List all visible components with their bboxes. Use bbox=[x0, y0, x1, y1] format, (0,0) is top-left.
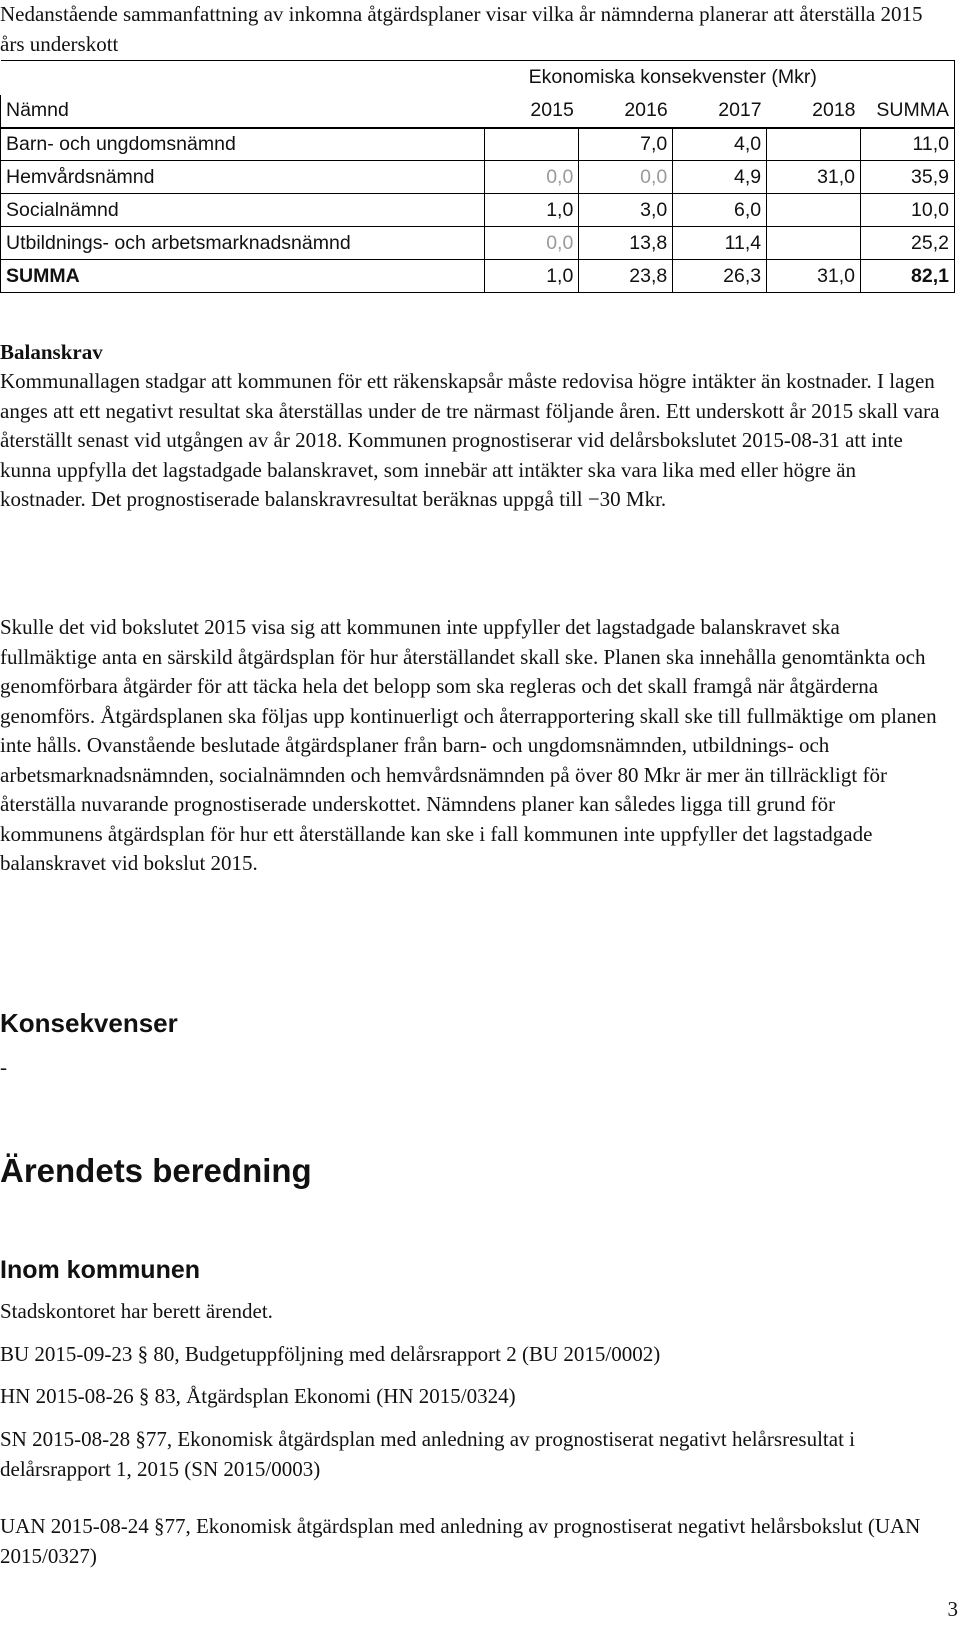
table-cell: 6,0 bbox=[673, 194, 767, 227]
table-cell: 10,0 bbox=[861, 194, 955, 227]
table-cell: 1,0 bbox=[485, 194, 579, 227]
row-name: Utbildnings- och arbetsmarknadsnämnd bbox=[1, 227, 485, 260]
table-row bbox=[1, 161, 955, 194]
reference-item: UAN 2015-08-24 §77, Ekonomisk åtgärdsplan med anledning av prognostiserat negativt helårsbokslut (UAN 2015/0327) bbox=[0, 1514, 921, 1568]
table-row bbox=[1, 227, 955, 260]
table-row bbox=[1, 128, 955, 161]
column-header-2016: 2016 bbox=[579, 95, 673, 128]
column-header-2017: 2017 bbox=[673, 95, 767, 128]
column-header-2015: 2015 bbox=[485, 95, 579, 128]
table-cell: 26,3 bbox=[673, 260, 767, 293]
table-cell: 31,0 bbox=[767, 260, 861, 293]
table-corner bbox=[1, 61, 485, 95]
table-cell: 11,0 bbox=[861, 128, 955, 161]
balanskrav-heading: Balanskrav bbox=[0, 340, 103, 364]
action-plan-table bbox=[0, 60, 955, 293]
row-name: Hemvårdsnämnd bbox=[1, 161, 485, 194]
row-name: Socialnämnd bbox=[1, 194, 485, 227]
konsekvenser-text: - bbox=[0, 1055, 7, 1079]
table-cell-total: 82,1 bbox=[861, 260, 955, 293]
table-cell: 23,8 bbox=[579, 260, 673, 293]
table-cell: 0,0 bbox=[485, 227, 579, 260]
table-cell bbox=[767, 128, 861, 161]
table-cell bbox=[767, 227, 861, 260]
table-cell bbox=[485, 128, 579, 161]
table-cell: 7,0 bbox=[579, 128, 673, 161]
reference-item: HN 2015-08-26 § 83, Åtgärdsplan Ekonomi (HN 2015/0324) bbox=[0, 1384, 516, 1408]
table-cell: 31,0 bbox=[767, 161, 861, 194]
table-cell bbox=[767, 194, 861, 227]
column-header-2018: 2018 bbox=[767, 95, 861, 128]
table-cell: 0,0 bbox=[485, 161, 579, 194]
intro-paragraph: Nedanstående sammanfattning av inkomna åtgärdsplaner visar vilka år nämnderna planerar att återställa 2015 års underskott bbox=[0, 2, 923, 56]
atgardsplan-paragraph: Skulle det vid bokslutet 2015 visa sig att kommunen inte uppfyller det lagstadgade balanskravet ska fullmäktige anta en särskild åtgärdsplan för hur återställandet skall ske. Planen ska innehålla genomtänkta och genomförbara åtgärder för att täcka hela det belopp som ska regleras och det skall framgå när åtgärderna genomförs. Åtgärdsplanen ska följas upp kontinuerligt och återrapportering skall ske till fullmäktige om planen inte hålls. Ovanstående beslutade åtgärdsplaner från barn- och ungdomsnämnden, utbildnings- och arbetsmarknadsnämnden, socialnämnden och hemvårdsnämnden på över 80 Mkr är mer än tillräckligt för återställa nuvarande prognostiserade underskottet. Nämndens planer kan således ligga till grund för kommunens åtgärdsplan för hur ett återställande kan ske i fall kommunen inte uppfyller det lagstadgade balanskravet vid bokslut 2015. bbox=[0, 615, 937, 875]
column-header-nämnd: Nämnd bbox=[1, 95, 485, 128]
column-header-summa: SUMMA bbox=[861, 95, 955, 128]
reference-item: SN 2015-08-28 §77, Ekonomisk åtgärdsplan med anledning av prognostiserat negativt helårsresultat i delårsrapport 1, 2015 (SN 2015/0003) bbox=[0, 1427, 855, 1481]
row-name: SUMMA bbox=[1, 260, 485, 293]
table-corner-right bbox=[861, 61, 955, 95]
row-name: Barn- och ungdomsnämnd bbox=[1, 128, 485, 161]
table-cell: 0,0 bbox=[579, 161, 673, 194]
reference-item: BU 2015-09-23 § 80, Budgetuppföljning med delårsrapport 2 (BU 2015/0002) bbox=[0, 1342, 661, 1366]
balanskrav-paragraph: Kommunallagen stadgar att kommunen för ett räkenskapsår måste redovisa högre intäkter än kostnader. I lagen anges att ett negativt resultat ska återställas under de tre närmast följande åren. Ett underskott år 2015 skall vara återställt senast vid utgången av år 2018. Kommunen prognostiserar vid delårsbokslutet 2015-08-31 att inte kunna uppfylla det lagstadgade balanskravet, som innebär att intäkter ska vara lika med eller högre än kostnader. Det prognostiserade balanskravresultat beräknas uppgå till −30 Mkr. bbox=[0, 369, 940, 511]
table-group-header: Ekonomiska konsekvenster (Mkr) bbox=[485, 61, 861, 95]
table-cell: 4,0 bbox=[673, 128, 767, 161]
inom-kommunen-heading: Inom kommunen bbox=[0, 1256, 201, 1284]
arendets-beredning-heading: Ärendets beredning bbox=[0, 1152, 312, 1189]
table-cell: 25,2 bbox=[861, 227, 955, 260]
table-cell: 13,8 bbox=[579, 227, 673, 260]
table-row-summa bbox=[1, 260, 955, 293]
table-cell: 11,4 bbox=[673, 227, 767, 260]
table-cell: 1,0 bbox=[485, 260, 579, 293]
table-cell: 4,9 bbox=[673, 161, 767, 194]
table-cell: 3,0 bbox=[579, 194, 673, 227]
table-row bbox=[1, 194, 955, 227]
table-cell: 35,9 bbox=[861, 161, 955, 194]
reference-item: Stadskontoret har berett ärendet. bbox=[0, 1299, 273, 1323]
konsekvenser-heading: Konsekvenser bbox=[0, 1008, 178, 1038]
page-number: 3 bbox=[947, 1597, 958, 1621]
